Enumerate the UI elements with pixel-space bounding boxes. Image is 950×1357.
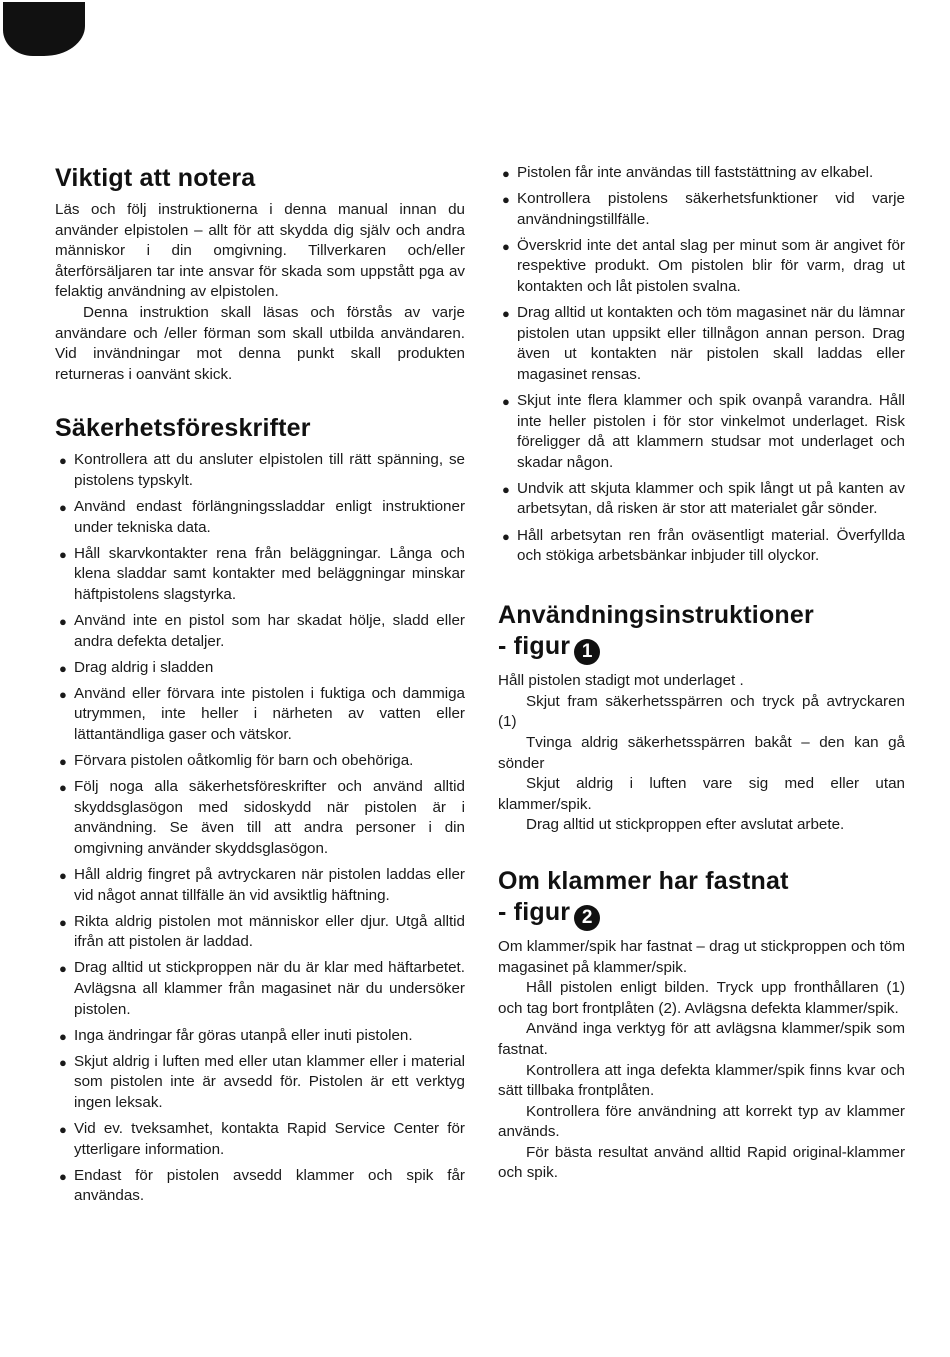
list-item: ● Kontrollera pistolens säkerhetsfunktioner vid varje användningstillfälle. <box>502 190 905 228</box>
list-item: ● Rikta aldrig pistolen mot människor eller djur. Utgå alltid ifrån att pistolen är laddad. <box>59 912 465 951</box>
list-item: ● Drag alltid ut kontakten och töm magasinet när du lämnar pistolen utan uppsikt eller tillnågon annan person. Drag även ut kontakten när pistolen skall laddas eller magasinet rensas. <box>502 304 905 383</box>
list-item: ● Använd inte en pistol som har skadat hölje, sladd eller andra defekta detaljer. <box>59 612 465 650</box>
jam-paragraph: Om klammer/spik har fastnat – drag ut stickproppen och töm magasinet på klammer/spik. <box>498 937 905 976</box>
usage-paragraph: Håll pistolen stadigt mot underlaget . <box>498 672 744 690</box>
list-item: ● Följ noga alla säkerhetsföreskrifter och använd alltid skyddsglasögon med sidoskydd när pistolen är i användning. Se även till att andra personer i din omgivning använder skyddsglasögon. <box>59 778 465 857</box>
list-item: ● Håll arbetsytan ren från oväsentligt material. Överfyllda och stökiga arbetsbänkar inbjuder till olyckor. <box>502 526 905 565</box>
jam-paragraph: Kontrollera att inga defekta klammer/spik finns kvar och sätt tillbaka frontplåten. <box>498 1061 905 1100</box>
list-item: ● Inga ändringar får göras utanpå eller inuti pistolen. <box>55 1026 465 1047</box>
safety-heading: Säkerhetsföreskrifter <box>55 414 311 443</box>
bullet-icon: ● <box>502 306 510 322</box>
figure-number-badge: 2 <box>574 905 600 931</box>
jam-paragraph: Kontrollera före användning att korrekt typ av klammer används. <box>498 1102 905 1141</box>
list-item: ● Använd endast förlängningssladdar enligt instruktioner under tekniska data. <box>59 498 465 536</box>
bullet-icon: ● <box>59 453 67 469</box>
bullet-icon: ● <box>59 1054 67 1070</box>
list-item: ● Använd eller förvara inte pistolen i fuktiga och dammiga utrymmen, inte heller i närheten av vatten eller lättantändliga gaser och vätskor. <box>59 684 465 743</box>
list-item: ● Håll skarvkontakter rena från beläggningar. Långa och klena sladdar samt kontakter med beläggningar minskar häftpistolens slagstyrka. <box>59 544 465 603</box>
bullet-icon: ● <box>59 660 67 676</box>
bullet-icon: ● <box>502 481 510 497</box>
left-column <box>55 163 465 1212</box>
corner-tab-marker <box>3 2 85 56</box>
note-heading: Viktigt att notera <box>55 164 256 192</box>
list-item: ● Endast för pistolen avsedd klammer och spik får användas. <box>59 1166 465 1205</box>
usage-paragraph: Skjut aldrig i luften vare sig med eller utan klammer/spik. <box>498 775 905 813</box>
bullet-icon: ● <box>502 528 510 544</box>
bullet-icon: ● <box>59 500 67 516</box>
usage-heading: Användningsinstruktioner - figur 1 <box>498 600 905 665</box>
safety-list-continued <box>498 163 905 567</box>
bullet-icon: ● <box>59 868 67 884</box>
bullet-icon: ● <box>502 166 510 181</box>
usage-paragraph: Drag alltid ut stickproppen efter avslutat arbete. <box>526 816 845 834</box>
bullet-icon: ● <box>59 614 67 629</box>
list-item: ● Skjut aldrig i luften med eller utan klammer eller i material som pistolen inte är avsedd för. Pistolen är ett verktyg ingen leksak. <box>59 1052 465 1111</box>
jam-paragraph: För bästa resultat använd alltid Rapid original-klammer och spik. <box>498 1143 905 1182</box>
bullet-icon: ● <box>502 238 510 254</box>
list-item: ● Förvara pistolen oåtkomlig för barn och obehöriga. <box>55 751 465 772</box>
bullet-icon: ● <box>502 393 510 409</box>
jam-heading: Om klammer har fastnat - figur 2 <box>498 866 905 931</box>
bullet-icon: ● <box>59 1122 67 1138</box>
bullet-icon: ● <box>59 754 67 770</box>
bullet-icon: ● <box>59 686 67 702</box>
list-item: ● Drag aldrig i sladden <box>55 658 465 679</box>
list-item: ● Skjut inte flera klammer och spik ovanpå varandra. Håll inte heller pistolen i för stor vinkelmot underlaget. Risk föreligger då att klammern studsar mot underlaget och skadar någon. <box>502 391 905 471</box>
list-item: ● Drag alltid ut stickproppen när du är klar med häftarbetet. Avlägsna all klammer från magasinet när du undersöker pistolen. <box>59 959 465 1018</box>
list-item: ● Kontrollera att du ansluter elpistolen till rätt spänning, se pistolens typskylt. <box>59 451 465 489</box>
bullet-icon: ● <box>59 1028 67 1044</box>
list-item: ● Undvik att skjuta klammer och spik långt ut på kanten av arbetsytan, då risken är stor att materialet går sönder. <box>502 479 905 518</box>
bullet-icon: ● <box>502 192 510 208</box>
bullet-icon: ● <box>59 546 67 562</box>
bullet-icon: ● <box>59 961 67 977</box>
bullet-icon: ● <box>59 914 67 930</box>
list-item: ● Håll aldrig fingret på avtryckaren när pistolen laddas eller vid något annat tillfälle än vid avsiktlig häftning. <box>59 866 465 904</box>
jam-paragraph: Använd inga verktyg för att avlägsna klammer/spik som fastnat. <box>498 1020 905 1058</box>
right-column <box>498 163 905 1184</box>
usage-paragraph: Skjut fram säkerhetsspärren och tryck på avtryckaren (1) <box>498 692 905 731</box>
list-item: ● Pistolen får inte användas till faststättning av elkabel. <box>498 163 905 184</box>
figure-number-badge: 1 <box>574 639 600 665</box>
jam-paragraph: Håll pistolen enligt bilden. Tryck upp fronthållaren (1) och tag bort frontplåten (2). Avlägsna defekta klammer/spik. <box>498 979 905 1017</box>
safety-list <box>55 450 465 1207</box>
list-item: ● Vid ev. tveksamhet, kontakta Rapid Service Center för ytterligare information. <box>59 1120 465 1158</box>
bullet-icon: ● <box>59 780 67 796</box>
list-item: ● Överskrid inte det antal slag per minut som är angivet för respektive produkt. Om pistolen blir för varm, drag ut kontakten och låt pistolen svalna. <box>502 236 905 295</box>
note-paragraph-2: Denna instruktion skall läsas och förstås av varje användare och /eller förman som skall utbilda användaren. Vid invändningar mot denna punkt skall produkten returneras i oanvänt skick. <box>55 303 465 383</box>
bullet-icon: ● <box>59 1168 67 1184</box>
note-paragraph-1: Läs och följ instruktionerna i denna manual innan du använder elpistolen – allt för att skydda dig själv och andra människor i din omgivning. Tillverkaren och/eller återförsäljaren tar inte ansvar för skada som uppstått pga av felaktig användning av elpistolen. <box>55 201 465 301</box>
usage-paragraph: Tvinga aldrig säkerhetsspärren bakåt – den kan gå sönder <box>498 733 905 772</box>
